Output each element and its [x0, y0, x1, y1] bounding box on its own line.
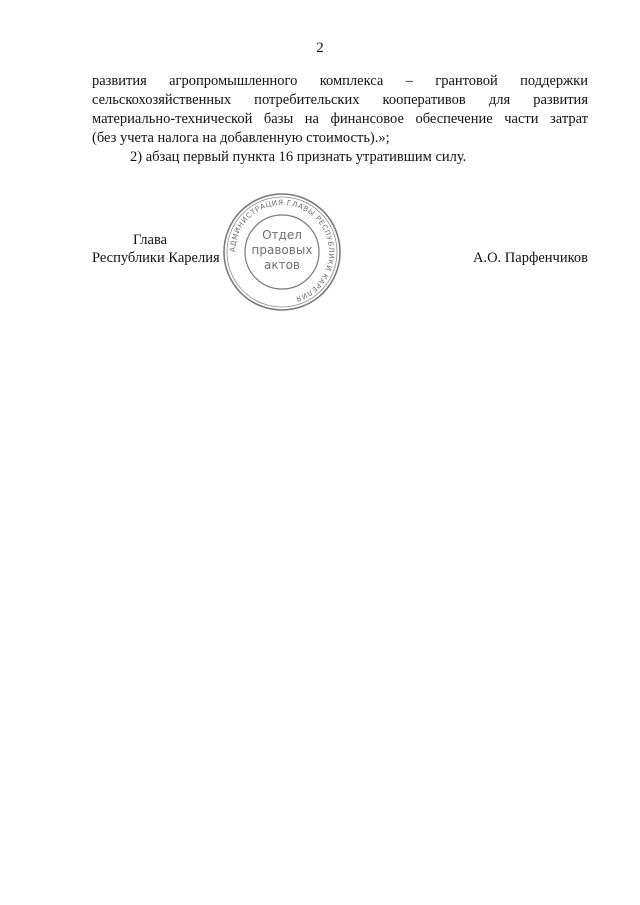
stamp-center-line-2: правовых [251, 243, 313, 257]
body-line: сельскохозяйственных потребительских кооперативов для развития [92, 92, 588, 108]
page-number: 2 [316, 40, 324, 56]
body-line: материально-технической базы на финансовое обеспечение части затрат [92, 111, 588, 127]
stamp-center-line-1: Отдел [262, 228, 302, 242]
signature-title-line-2: Республики Карелия [92, 250, 220, 266]
document-body [92, 72, 588, 167]
official-stamp [220, 190, 344, 314]
stamp-ring-text: АДМИНИСТРАЦИЯ ГЛАВЫ РЕСПУБЛИКИ КАРЕЛИЯ [227, 197, 337, 304]
signatory-name: А.О. Парфенчиков [472, 250, 588, 266]
body-line: развития агропромышленного комплекса – грантовой поддержки [92, 73, 588, 89]
signature-title-line-1: Глава [133, 232, 168, 248]
body-line: (без учета налога на добавленную стоимость).»; [92, 130, 390, 146]
list-item-2: 2) абзац первый пункта 16 признать утратившим силу. [130, 149, 467, 165]
stamp-center-line-3: актов [263, 258, 301, 272]
